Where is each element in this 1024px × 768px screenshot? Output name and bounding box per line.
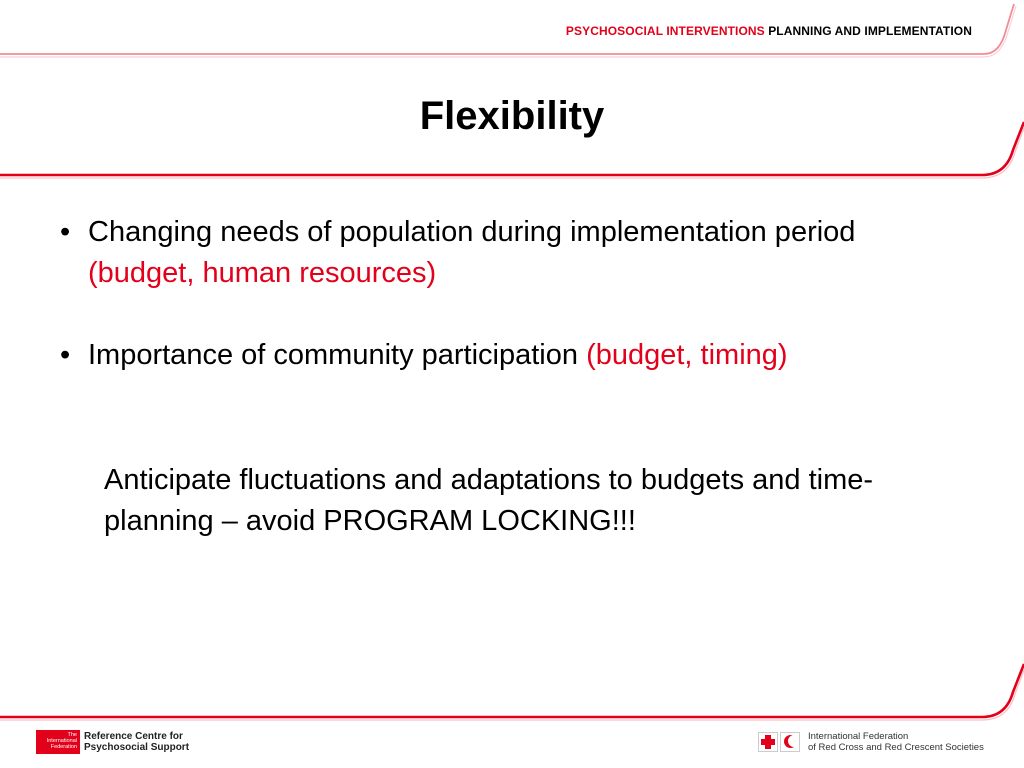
red-crescent-icon — [780, 732, 800, 752]
bottom-swoosh-shadow — [0, 670, 1024, 720]
callout-text: Anticipate fluctuations and adaptations to budgets and time-planning – avoid PROGRAM LOCKING!!! — [104, 464, 874, 537]
bullet-text: Changing needs of population during implementation period — [88, 216, 856, 248]
emblems — [758, 732, 800, 752]
reference-centre-logo — [36, 730, 189, 754]
bullet-text: Importance of community participation — [88, 339, 587, 371]
bullet-note: (budget, timing) — [586, 339, 788, 371]
bullet-item — [60, 212, 960, 294]
header-accent-text: PSYCHOSOCIAL INTERVENTIONS — [565, 24, 765, 38]
ifrc-logo — [758, 731, 984, 753]
bullet-item — [60, 335, 960, 376]
red-cross-icon — [758, 732, 778, 752]
reference-centre-text: Reference Centre for Psychosocial Support — [84, 731, 190, 753]
header-rest-text: PLANNING AND IMPLEMENTATION — [764, 24, 972, 38]
bottom-swoosh — [0, 664, 1024, 717]
ifrc-text: International Federation of Red Cross and Red Crescent Societies — [808, 731, 984, 753]
federation-badge: The International Federation — [36, 730, 80, 754]
bullet-note: (budget, human resources) — [88, 257, 437, 289]
slide-title: Flexibility — [419, 94, 605, 138]
bullet-list — [60, 212, 960, 417]
header-label — [566, 24, 972, 38]
